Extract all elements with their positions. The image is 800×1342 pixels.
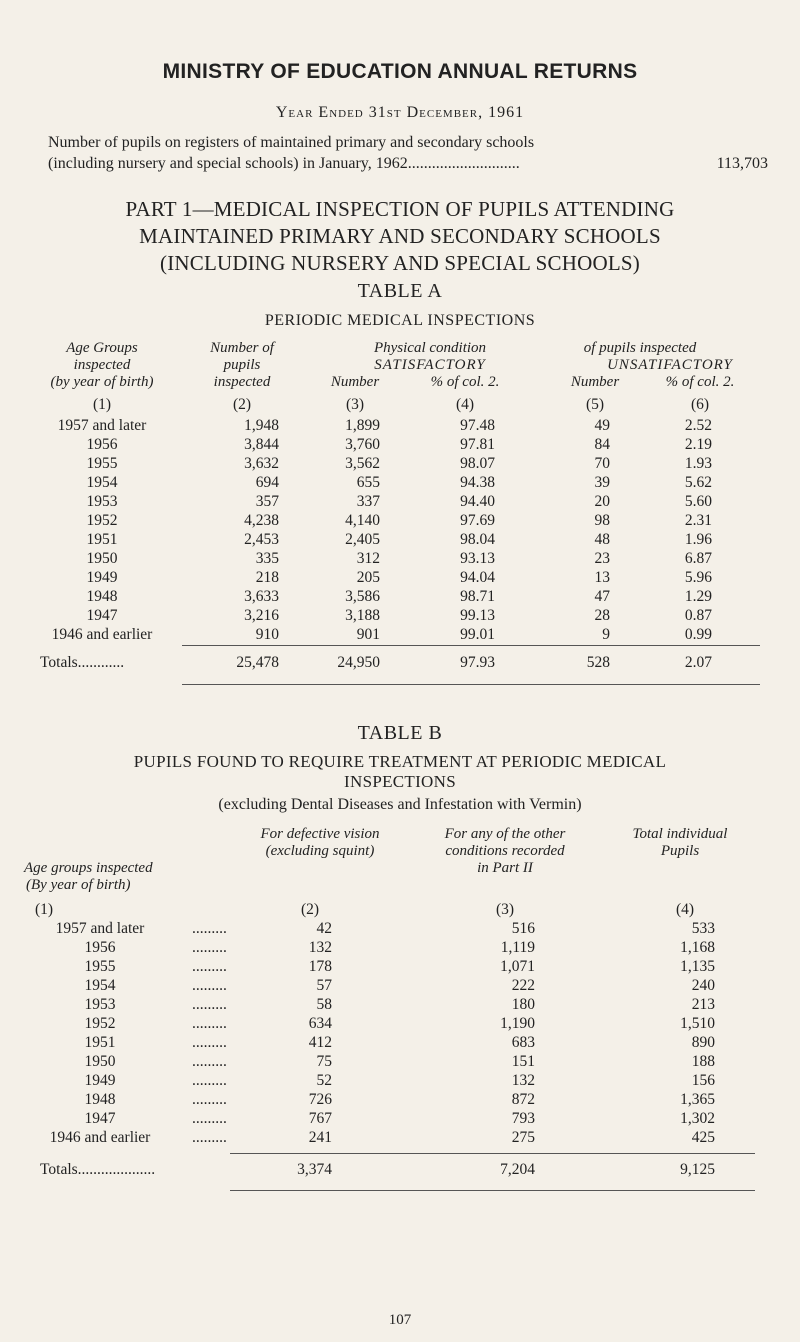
other-conditions: 275 bbox=[511, 1129, 535, 1146]
header-vision-line-2: (excluding squint) bbox=[265, 843, 375, 859]
header-physical-condition: Physical condition bbox=[373, 340, 487, 356]
age-group: 1952 bbox=[86, 512, 118, 529]
table-row bbox=[0, 550, 800, 569]
age-group: 1947 bbox=[86, 607, 118, 624]
leader-dots: ......... bbox=[192, 1053, 227, 1070]
pupils-inspected: 3,633 bbox=[244, 588, 279, 605]
table-b-subtitle bbox=[0, 752, 800, 792]
year-ended-subtitle: Year Ended 31st December, 1961 bbox=[275, 104, 525, 121]
colnum: (1) bbox=[34, 901, 54, 918]
unsatisfactory-percent: 2.52 bbox=[684, 417, 712, 434]
header-other-line-2: conditions recorded bbox=[445, 843, 565, 859]
total-individual-pupils: 156 bbox=[691, 1072, 715, 1089]
totals-other: 7,204 bbox=[500, 1161, 535, 1178]
header-b-age-line-2: (By year of birth) bbox=[26, 877, 131, 893]
colnum: (3) bbox=[495, 901, 515, 918]
age-group: 1946 and earlier bbox=[51, 626, 153, 643]
table-a-title: TABLE A bbox=[357, 280, 443, 302]
table-row bbox=[0, 1072, 800, 1091]
satisfactory-number: 1,899 bbox=[345, 417, 380, 434]
other-conditions: 151 bbox=[511, 1053, 535, 1070]
unsatisfactory-percent: 5.62 bbox=[684, 474, 712, 491]
unsatisfactory-number: 13 bbox=[594, 569, 610, 586]
header-satisfactory: SATISFACTORY bbox=[374, 357, 486, 373]
table-b-column-numbers bbox=[0, 901, 800, 920]
pupils-inspected: 357 bbox=[255, 493, 279, 510]
part-line-2: MAINTAINED PRIMARY AND SECONDARY SCHOOLS bbox=[139, 224, 661, 248]
unsatisfactory-percent: 2.19 bbox=[684, 436, 712, 453]
age-group: 1956 bbox=[86, 436, 118, 453]
header-total-line-1: Total individual bbox=[632, 826, 728, 842]
unsatisfactory-number: 49 bbox=[594, 417, 610, 434]
intro-value: 113,703 bbox=[716, 155, 768, 172]
pupils-inspected: 910 bbox=[255, 626, 279, 643]
other-conditions: 683 bbox=[511, 1034, 535, 1051]
satisfactory-number: 4,140 bbox=[345, 512, 380, 529]
colnum: (6) bbox=[690, 396, 710, 413]
total-individual-pupils: 240 bbox=[691, 977, 715, 994]
satisfactory-percent: 93.13 bbox=[460, 550, 495, 567]
table-row bbox=[0, 996, 800, 1015]
header-unsat-number: Number bbox=[570, 374, 620, 390]
satisfactory-percent: 98.04 bbox=[460, 531, 495, 548]
table-b-subtitle-line-2: INSPECTIONS bbox=[344, 772, 456, 791]
totals-label: Totals............ bbox=[40, 654, 125, 671]
header-unsat-percent: % of col. 2. bbox=[665, 374, 735, 390]
age-group: 1951 bbox=[84, 1034, 116, 1051]
unsatisfactory-number: 47 bbox=[594, 588, 610, 605]
age-group: 1953 bbox=[86, 493, 118, 510]
table-b-header-age bbox=[24, 860, 244, 894]
pupils-inspected: 3,844 bbox=[244, 436, 279, 453]
pupils-inspected: 694 bbox=[255, 474, 279, 491]
intro-line-1: Number of pupils on registers of maintained primary and secondary schools bbox=[48, 134, 535, 151]
table-a-total-rule-bottom bbox=[182, 684, 760, 685]
table-b-exclusion-note: (excluding Dental Diseases and Infestation with Vermin) bbox=[218, 796, 582, 813]
age-group: 1955 bbox=[84, 958, 116, 975]
other-conditions: 222 bbox=[511, 977, 535, 994]
unsatisfactory-number: 9 bbox=[602, 626, 610, 643]
table-row bbox=[0, 588, 800, 607]
unsatisfactory-number: 98 bbox=[594, 512, 610, 529]
satisfactory-number: 3,586 bbox=[345, 588, 380, 605]
header-unsatisfactory: UNSATIFACTORY bbox=[607, 357, 733, 373]
satisfactory-percent: 99.13 bbox=[460, 607, 495, 624]
intro-line-2 bbox=[48, 153, 768, 174]
table-row bbox=[0, 1015, 800, 1034]
defective-vision: 178 bbox=[308, 958, 332, 975]
satisfactory-number: 312 bbox=[356, 550, 380, 567]
pupils-inspected: 1,948 bbox=[244, 417, 279, 434]
total-individual-pupils: 890 bbox=[691, 1034, 715, 1051]
header-number-line-3: inspected bbox=[213, 374, 271, 390]
unsatisfactory-percent: 1.96 bbox=[684, 531, 712, 548]
table-row bbox=[0, 607, 800, 626]
leader-dots: ......... bbox=[192, 958, 227, 975]
table-a-header-number bbox=[182, 340, 302, 391]
total-individual-pupils: 188 bbox=[691, 1053, 715, 1070]
header-age-line-1: Age Groups bbox=[66, 340, 138, 356]
unsatisfactory-percent: 2.31 bbox=[684, 512, 712, 529]
table-row bbox=[0, 512, 800, 531]
pupils-inspected: 3,632 bbox=[244, 455, 279, 472]
defective-vision: 132 bbox=[308, 939, 332, 956]
total-individual-pupils: 1,365 bbox=[680, 1091, 715, 1108]
total-individual-pupils: 425 bbox=[691, 1129, 715, 1146]
leader-dots: ......... bbox=[192, 996, 227, 1013]
colnum: (4) bbox=[675, 901, 695, 918]
totals-sat-number: 24,950 bbox=[337, 654, 380, 671]
header-of-pupils-inspected: of pupils inspected bbox=[583, 340, 697, 356]
total-individual-pupils: 533 bbox=[691, 920, 715, 937]
satisfactory-number: 3,188 bbox=[345, 607, 380, 624]
table-a-totals-row bbox=[0, 654, 800, 673]
table-b-totals-row bbox=[0, 1161, 800, 1180]
leader-dots: ......... bbox=[192, 920, 227, 937]
defective-vision: 726 bbox=[308, 1091, 332, 1108]
page-number: 107 bbox=[388, 1312, 412, 1328]
table-a-column-numbers bbox=[0, 396, 800, 415]
age-group: 1948 bbox=[86, 588, 118, 605]
total-individual-pupils: 1,168 bbox=[680, 939, 715, 956]
unsatisfactory-percent: 0.99 bbox=[684, 626, 712, 643]
unsatisfactory-number: 84 bbox=[594, 436, 610, 453]
leader-dots: ......... bbox=[192, 1034, 227, 1051]
satisfactory-percent: 98.71 bbox=[460, 588, 495, 605]
header-number-line-2: pupils bbox=[223, 357, 261, 373]
part-heading bbox=[0, 196, 800, 277]
header-total-line-2: Pupils bbox=[660, 843, 700, 859]
leader-dots: ......... bbox=[192, 939, 227, 956]
header-age-line-2: inspected bbox=[73, 357, 131, 373]
satisfactory-percent: 94.38 bbox=[460, 474, 495, 491]
satisfactory-number: 337 bbox=[356, 493, 380, 510]
defective-vision: 767 bbox=[308, 1110, 332, 1127]
age-group: 1953 bbox=[84, 996, 116, 1013]
age-group: 1954 bbox=[86, 474, 118, 491]
leader-dots: ......... bbox=[192, 1091, 227, 1108]
header-age-line-3: (by year of birth) bbox=[50, 374, 154, 390]
unsatisfactory-number: 48 bbox=[594, 531, 610, 548]
defective-vision: 42 bbox=[316, 920, 332, 937]
unsatisfactory-number: 23 bbox=[594, 550, 610, 567]
satisfactory-number: 901 bbox=[356, 626, 380, 643]
other-conditions: 132 bbox=[511, 1072, 535, 1089]
satisfactory-percent: 97.81 bbox=[460, 436, 495, 453]
colnum: (4) bbox=[455, 396, 475, 413]
header-vision-line-1: For defective vision bbox=[260, 826, 380, 842]
unsatisfactory-number: 70 bbox=[594, 455, 610, 472]
unsatisfactory-percent: 0.87 bbox=[684, 607, 712, 624]
other-conditions: 872 bbox=[511, 1091, 535, 1108]
colnum: (3) bbox=[345, 396, 365, 413]
leader-dots: ......... bbox=[192, 1129, 227, 1146]
age-group: 1950 bbox=[86, 550, 118, 567]
header-sat-number: Number bbox=[330, 374, 380, 390]
total-individual-pupils: 1,302 bbox=[680, 1110, 715, 1127]
other-conditions: 1,190 bbox=[500, 1015, 535, 1032]
satisfactory-number: 3,562 bbox=[345, 455, 380, 472]
age-group: 1949 bbox=[86, 569, 118, 586]
satisfactory-number: 655 bbox=[356, 474, 380, 491]
satisfactory-percent: 94.04 bbox=[460, 569, 495, 586]
table-b-header-total bbox=[610, 826, 750, 860]
total-individual-pupils: 1,510 bbox=[680, 1015, 715, 1032]
colnum: (1) bbox=[92, 396, 112, 413]
age-group: 1947 bbox=[84, 1110, 116, 1127]
table-row bbox=[0, 1053, 800, 1072]
unsatisfactory-percent: 5.60 bbox=[684, 493, 712, 510]
unsatisfactory-percent: 5.96 bbox=[684, 569, 712, 586]
unsatisfactory-percent: 6.87 bbox=[684, 550, 712, 567]
table-row bbox=[0, 569, 800, 588]
satisfactory-percent: 97.48 bbox=[460, 417, 495, 434]
table-row bbox=[0, 1129, 800, 1148]
pupils-inspected: 2,453 bbox=[244, 531, 279, 548]
other-conditions: 1,119 bbox=[500, 939, 535, 956]
other-conditions: 180 bbox=[511, 996, 535, 1013]
table-a-total-rule-top bbox=[182, 645, 760, 646]
defective-vision: 52 bbox=[316, 1072, 332, 1089]
header-other-line-3: in Part II bbox=[477, 860, 533, 876]
defective-vision: 75 bbox=[316, 1053, 332, 1070]
age-group: 1957 and later bbox=[57, 417, 147, 434]
header-number-line-1: Number of bbox=[210, 340, 274, 356]
totals-inspected: 25,478 bbox=[236, 654, 279, 671]
table-row bbox=[0, 1110, 800, 1129]
age-group: 1946 and earlier bbox=[49, 1129, 151, 1146]
part-line-3: (INCLUDING NURSERY AND SPECIAL SCHOOLS) bbox=[160, 251, 640, 275]
intro-text: (including nursery and special schools) in January, 1962............................ bbox=[48, 155, 520, 172]
table-row bbox=[0, 1034, 800, 1053]
table-row bbox=[0, 626, 800, 645]
document-title: MINISTRY OF EDUCATION ANNUAL RETURNS bbox=[162, 60, 638, 83]
table-row bbox=[0, 977, 800, 996]
unsatisfactory-percent: 1.29 bbox=[684, 588, 712, 605]
pupils-inspected: 335 bbox=[255, 550, 279, 567]
table-row bbox=[0, 436, 800, 455]
header-other-line-1: For any of the other bbox=[444, 826, 566, 842]
age-group: 1950 bbox=[84, 1053, 116, 1070]
totals-individual: 9,125 bbox=[680, 1161, 715, 1178]
intro-paragraph bbox=[48, 132, 768, 174]
total-individual-pupils: 1,135 bbox=[680, 958, 715, 975]
age-group: 1955 bbox=[86, 455, 118, 472]
table-b-total-rule-top bbox=[230, 1153, 755, 1154]
unsatisfactory-number: 20 bbox=[594, 493, 610, 510]
table-b-title: TABLE B bbox=[357, 722, 443, 744]
other-conditions: 793 bbox=[511, 1110, 535, 1127]
part-line-1: PART 1—MEDICAL INSPECTION OF PUPILS ATTENDING bbox=[125, 197, 675, 221]
table-row bbox=[0, 493, 800, 512]
leader-dots: ......... bbox=[192, 1015, 227, 1032]
totals-label: Totals.................... bbox=[40, 1161, 156, 1178]
table-b-header-vision bbox=[230, 826, 410, 860]
total-individual-pupils: 213 bbox=[691, 996, 715, 1013]
age-group: 1948 bbox=[84, 1091, 116, 1108]
colnum: (5) bbox=[585, 396, 605, 413]
table-row bbox=[0, 958, 800, 977]
satisfactory-number: 205 bbox=[356, 569, 380, 586]
table-a-subtitle: PERIODIC MEDICAL INSPECTIONS bbox=[264, 312, 536, 329]
defective-vision: 57 bbox=[316, 977, 332, 994]
table-row bbox=[0, 1091, 800, 1110]
age-group: 1949 bbox=[84, 1072, 116, 1089]
table-b-subtitle-line-1: PUPILS FOUND TO REQUIRE TREATMENT AT PERIODIC MEDICAL bbox=[133, 752, 667, 771]
header-sat-percent: % of col. 2. bbox=[430, 374, 500, 390]
satisfactory-number: 2,405 bbox=[345, 531, 380, 548]
totals-unsat-percent: 2.07 bbox=[684, 654, 712, 671]
satisfactory-percent: 94.40 bbox=[460, 493, 495, 510]
leader-dots: ......... bbox=[192, 977, 227, 994]
colnum: (2) bbox=[300, 901, 320, 918]
table-row bbox=[0, 939, 800, 958]
age-group: 1952 bbox=[84, 1015, 116, 1032]
header-b-age-line-1: Age groups inspected bbox=[24, 860, 153, 876]
age-group: 1951 bbox=[86, 531, 118, 548]
colnum: (2) bbox=[232, 396, 252, 413]
table-row bbox=[0, 920, 800, 939]
unsatisfactory-number: 28 bbox=[594, 607, 610, 624]
satisfactory-number: 3,760 bbox=[345, 436, 380, 453]
age-group: 1956 bbox=[84, 939, 116, 956]
leader-dots: ......... bbox=[192, 1110, 227, 1127]
pupils-inspected: 218 bbox=[255, 569, 279, 586]
leader-dots: ......... bbox=[192, 1072, 227, 1089]
totals-vision: 3,374 bbox=[297, 1161, 332, 1178]
age-group: 1957 and later bbox=[55, 920, 145, 937]
unsatisfactory-number: 39 bbox=[594, 474, 610, 491]
satisfactory-percent: 98.07 bbox=[460, 455, 495, 472]
table-b-header-other bbox=[415, 826, 595, 877]
satisfactory-percent: 99.01 bbox=[460, 626, 495, 643]
other-conditions: 1,071 bbox=[500, 958, 535, 975]
pupils-inspected: 3,216 bbox=[244, 607, 279, 624]
pupils-inspected: 4,238 bbox=[244, 512, 279, 529]
satisfactory-percent: 97.69 bbox=[460, 512, 495, 529]
table-row bbox=[0, 531, 800, 550]
table-row bbox=[0, 455, 800, 474]
defective-vision: 634 bbox=[308, 1015, 332, 1032]
defective-vision: 412 bbox=[308, 1034, 332, 1051]
table-row bbox=[0, 474, 800, 493]
defective-vision: 241 bbox=[308, 1129, 332, 1146]
totals-unsat-number: 528 bbox=[586, 654, 610, 671]
other-conditions: 516 bbox=[511, 920, 535, 937]
table-a-header-age bbox=[22, 340, 182, 391]
age-group: 1954 bbox=[84, 977, 116, 994]
table-b-total-rule-bottom bbox=[230, 1190, 755, 1191]
totals-sat-percent: 97.93 bbox=[460, 654, 495, 671]
unsatisfactory-percent: 1.93 bbox=[684, 455, 712, 472]
defective-vision: 58 bbox=[316, 996, 332, 1013]
table-row bbox=[0, 417, 800, 436]
